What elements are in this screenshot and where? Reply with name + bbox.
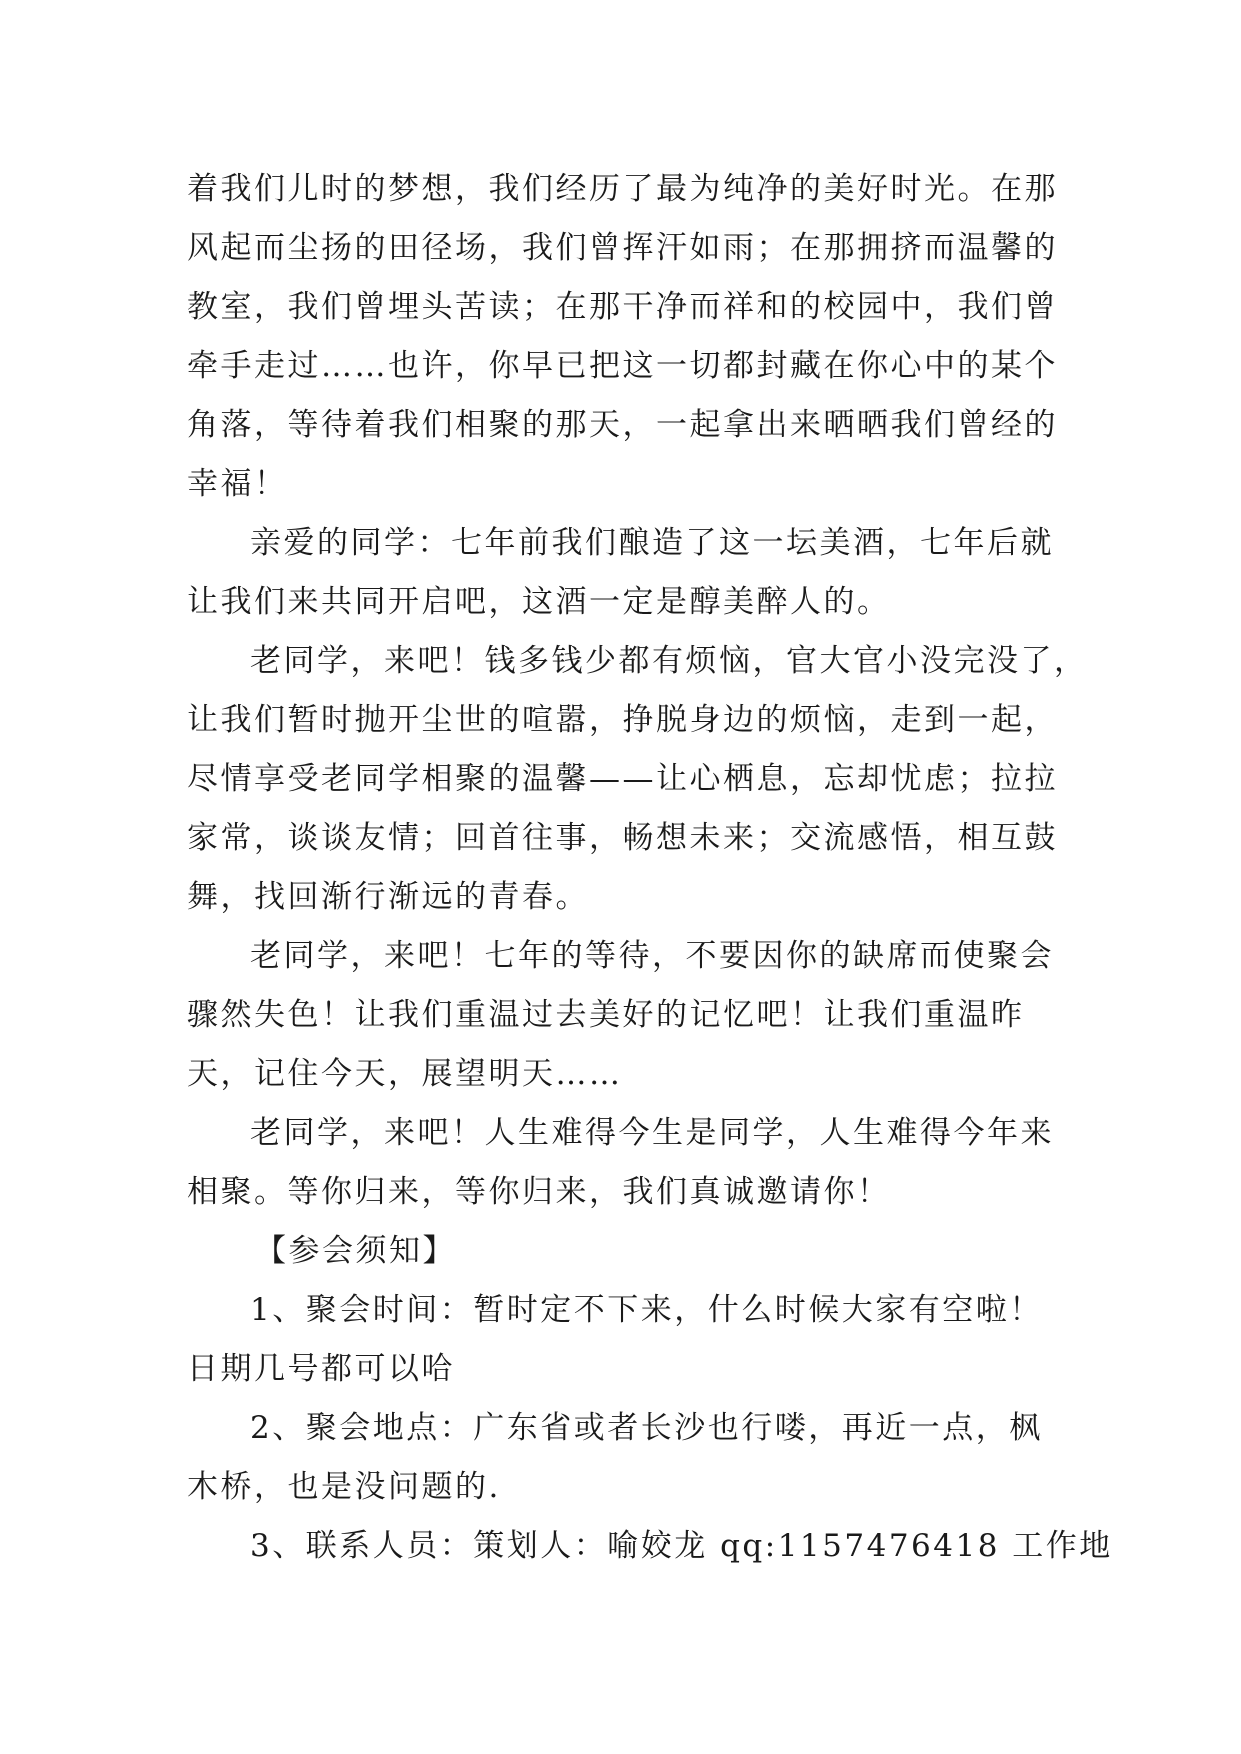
text-line: 天，记住今天，展望明天…… (187, 1056, 623, 1092)
text-line: 骤然失色！让我们重温过去美好的记忆吧！让我们重温昨 (187, 997, 1025, 1033)
text-line: 2、聚会地点：广东省或者长沙也行喽，再近一点，枫 (250, 1410, 1043, 1446)
text-line: 着我们儿时的梦想，我们经历了最为纯净的美好时光。在那 (187, 171, 1058, 207)
notice-section (187, 1222, 1113, 1576)
text-line: 1、聚会时间：暂时定不下来，什么时候大家有空啦！ (250, 1292, 1043, 1328)
notice-heading: 【参会须知】 (255, 1233, 456, 1269)
text-line: 木桥，也是没问题的. (187, 1469, 501, 1505)
text-line: 风起而尘扬的田径场，我们曾挥汗如雨；在那拥挤而温馨的 (187, 230, 1058, 266)
text-line: 让我们来共同开启吧，这酒一定是醇美醉人的。 (187, 584, 891, 620)
paragraph-come-2 (187, 927, 1067, 1104)
text-line: 3、联系人员：策划人：喻姣龙 qq:1157476418 工作地 (250, 1528, 1113, 1564)
paragraph-come-3 (187, 1104, 1067, 1222)
text-line: 幸福！ (187, 466, 288, 502)
notice-item-time (187, 1281, 1067, 1399)
text-line: 亲爱的同学：七年前我们酿造了这一坛美酒，七年后就 (250, 525, 1054, 561)
text-line: 牵手走过……也许，你早已把这一切都封藏在你心中的某个 (187, 348, 1058, 384)
text-line: 教室，我们曾埋头苦读；在那干净而祥和的校园中，我们曾 (187, 289, 1058, 325)
paragraph-come-1 (187, 632, 1088, 927)
text-line: 老同学，来吧！七年的等待，不要因你的缺席而使聚会 (250, 938, 1054, 974)
notice-item-location (187, 1399, 1067, 1517)
paragraph-memories (187, 160, 1067, 514)
paragraph-dear-classmates (187, 514, 1067, 632)
document-body (187, 160, 1113, 1576)
text-line: 让我们暂时抛开尘世的喧嚣，挣脱身边的烦恼，走到一起， (187, 702, 1058, 738)
text-line: 日期几号都可以哈 (187, 1351, 455, 1387)
notice-item-contact (187, 1517, 1113, 1576)
text-line: 家常，谈谈友情；回首往事，畅想未来；交流感悟，相互鼓 (187, 820, 1058, 856)
text-line: 老同学，来吧！人生难得今生是同学，人生难得今年来 (250, 1115, 1054, 1151)
text-line: 老同学，来吧！钱多钱少都有烦恼，官大官小没完没了， (250, 643, 1088, 679)
text-line: 尽情享受老同学相聚的温馨——让心栖息，忘却忧虑；拉拉 (187, 761, 1058, 797)
text-line: 角落，等待着我们相聚的那天，一起拿出来晒晒我们曾经的 (187, 407, 1058, 443)
text-line: 相聚。等你归来，等你归来，我们真诚邀请你！ (187, 1174, 891, 1210)
text-line: 舞，找回渐行渐远的青春。 (187, 879, 589, 915)
